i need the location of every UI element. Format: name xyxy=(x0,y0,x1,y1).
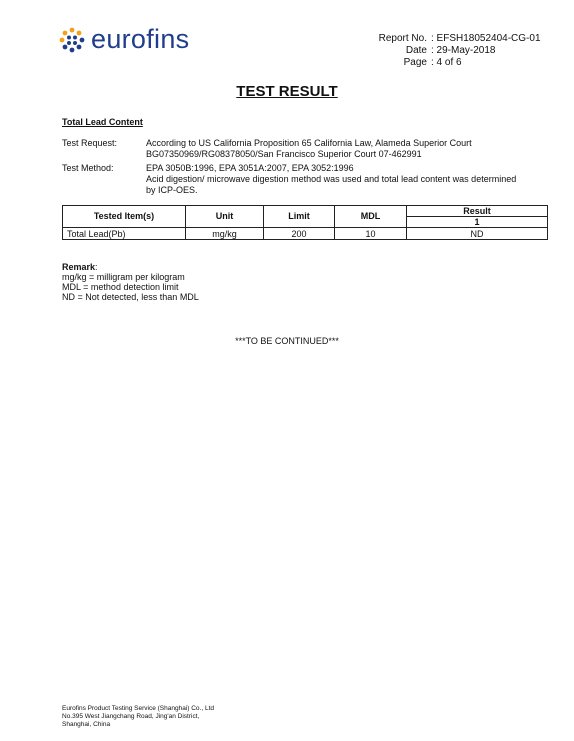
footer-line: Shanghai, China xyxy=(62,721,111,728)
test-method-label: Test Method: xyxy=(62,163,114,173)
table-header-row xyxy=(63,206,548,217)
remark-line: mg/kg = milligram per kilogram xyxy=(62,272,185,282)
section-title: Total Lead Content xyxy=(62,117,143,127)
remark-title: Remark xyxy=(62,262,96,272)
report-page-label: Page xyxy=(403,57,427,68)
report-date-value: : 29-May-2018 xyxy=(431,45,496,56)
header-tested-item: Tested Item(s) xyxy=(63,206,186,228)
remark-colon: : xyxy=(95,262,98,272)
page-title: TEST RESULT xyxy=(236,83,338,100)
remark-line: MDL = method detection limit xyxy=(62,282,179,292)
cell-unit: mg/kg xyxy=(186,228,264,240)
eurofins-dots-icon xyxy=(59,27,85,53)
test-method-line: Acid digestion/ microwave digestion method was used and total lead content was determined xyxy=(146,174,517,184)
report-number-row xyxy=(372,33,541,45)
test-method-field xyxy=(62,163,552,196)
test-request-field xyxy=(62,138,552,160)
report-page-value: : 4 of 6 xyxy=(431,57,462,68)
test-request-line: BG07350969/RG08378050/San Francisco Superior Court 07-462991 xyxy=(146,149,422,159)
test-method-value xyxy=(146,163,552,196)
header-result-sample: 1 xyxy=(407,217,548,228)
cell-result: ND xyxy=(407,228,548,240)
cell-mdl: 10 xyxy=(335,228,407,240)
test-method-line: by ICP-OES. xyxy=(146,185,198,195)
remark-line: ND = Not detected, less than MDL xyxy=(62,292,199,302)
header-mdl: MDL xyxy=(335,206,407,228)
test-request-label: Test Request: xyxy=(62,138,118,148)
footer-line: Eurofins Product Testing Service (Shanghai) Co., Ltd xyxy=(62,705,214,712)
test-request-line: According to US California Proposition 65 California Law, Alameda Superior Court xyxy=(146,138,472,148)
report-date-row xyxy=(372,45,541,57)
to-be-continued: ***TO BE CONTINUED*** xyxy=(235,336,339,346)
logo-wordmark: eurofins xyxy=(91,24,190,54)
header-unit: Unit xyxy=(186,206,264,228)
table-row xyxy=(63,228,548,240)
test-method-line: EPA 3050B:1996, EPA 3051A:2007, EPA 3052:1996 xyxy=(146,163,354,173)
test-request-value xyxy=(146,138,552,160)
header-result: Result xyxy=(407,206,548,217)
footer-line: No.395 West Jiangchang Road, Jing'an District, xyxy=(62,713,200,720)
remark-block xyxy=(62,262,199,302)
cell-limit: 200 xyxy=(264,228,335,240)
report-number-value: : EFSH18052404-CG-01 xyxy=(431,33,541,44)
report-page-row xyxy=(372,57,541,69)
remark-heading xyxy=(62,262,199,272)
report-date-label: Date xyxy=(405,45,427,56)
company-logo xyxy=(59,26,189,53)
header-limit: Limit xyxy=(264,206,335,228)
results-table xyxy=(62,205,548,240)
report-number-label: Report No. xyxy=(378,33,427,44)
report-info xyxy=(372,33,541,69)
cell-tested-item: Total Lead(Pb) xyxy=(63,228,186,240)
footer-address xyxy=(62,705,214,729)
